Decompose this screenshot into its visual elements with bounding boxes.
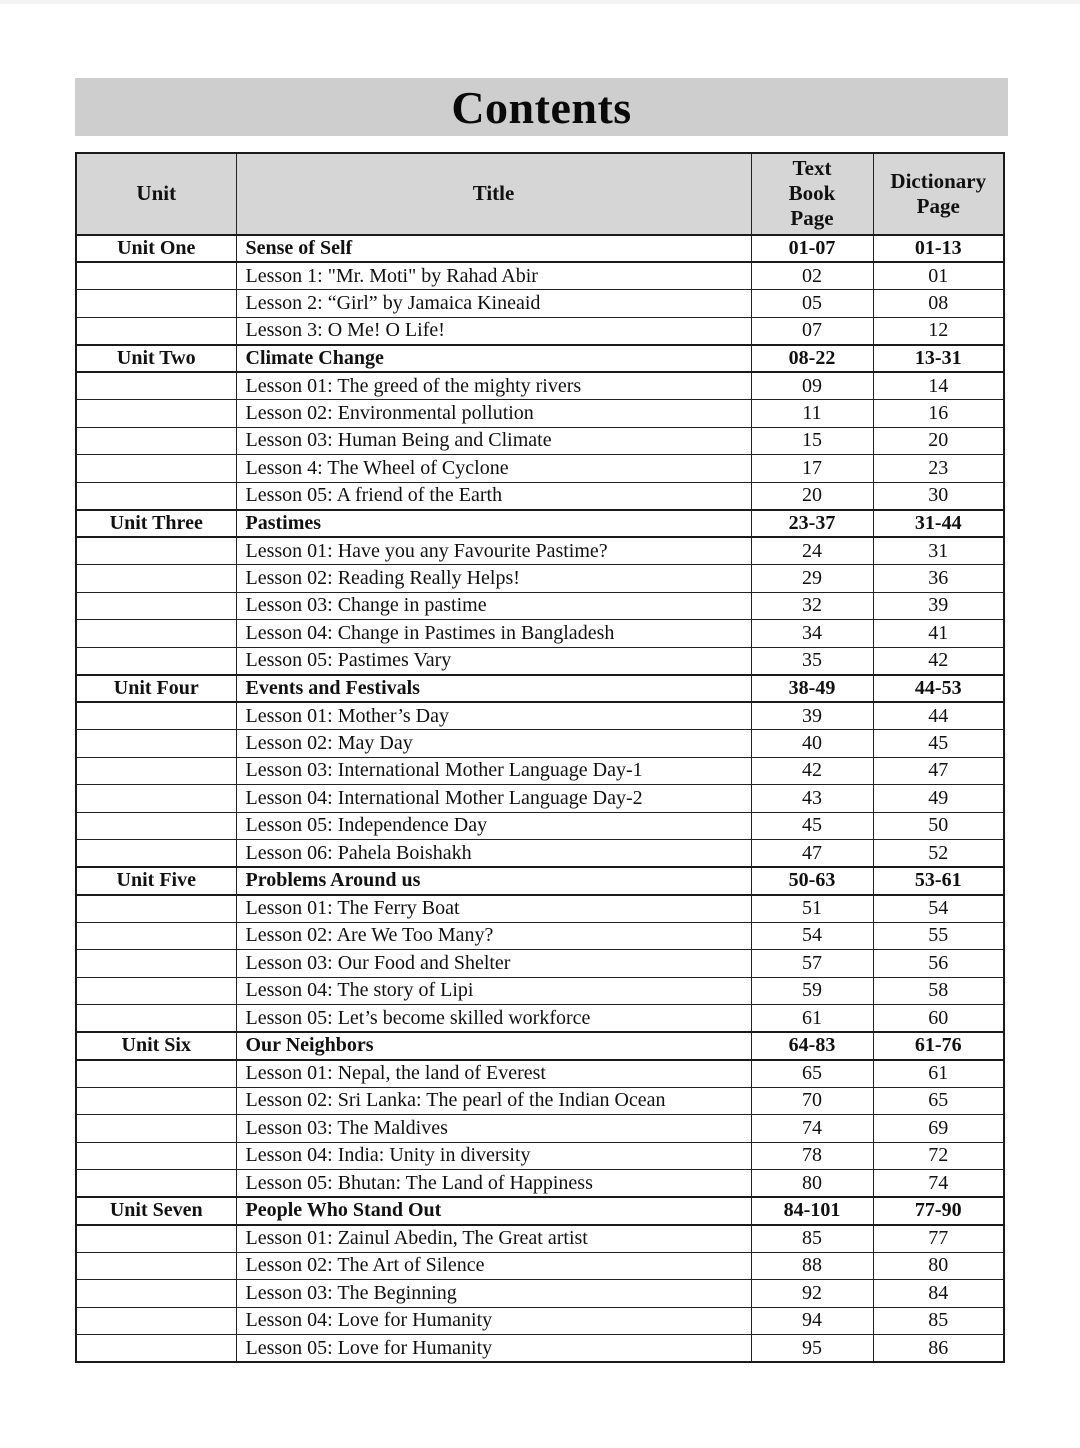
- header-unit: Unit: [76, 153, 236, 235]
- unit-cell: Unit Six: [76, 1032, 236, 1060]
- textbook-page-cell: 88: [751, 1252, 873, 1280]
- table-row: [76, 867, 1004, 895]
- table-row: [76, 290, 1004, 318]
- dictionary-page-cell: 53-61: [873, 867, 1004, 895]
- textbook-page-cell: 42: [751, 757, 873, 785]
- textbook-page-cell: 29: [751, 565, 873, 593]
- table-row: [76, 840, 1004, 868]
- textbook-page-cell: 08-22: [751, 345, 873, 373]
- unit-cell: [76, 290, 236, 318]
- title-cell: Lesson 03: Our Food and Shelter: [236, 950, 751, 978]
- unit-cell: Unit Five: [76, 867, 236, 895]
- title-cell: Lesson 01: Zainul Abedin, The Great artist: [236, 1225, 751, 1253]
- table-row: [76, 1252, 1004, 1280]
- table-row: [76, 702, 1004, 730]
- textbook-page-cell: 84-101: [751, 1197, 873, 1225]
- dictionary-page-cell: 14: [873, 372, 1004, 400]
- unit-cell: [76, 1115, 236, 1143]
- textbook-page-cell: 07: [751, 317, 873, 345]
- title-cell: Lesson 05: Love for Humanity: [236, 1335, 751, 1363]
- textbook-page-cell: 70: [751, 1087, 873, 1115]
- title-cell: Lesson 02: Sri Lanka: The pearl of the Indian Ocean: [236, 1087, 751, 1115]
- textbook-page-cell: 74: [751, 1115, 873, 1143]
- table-row: [76, 455, 1004, 483]
- title-cell: Lesson 03: The Beginning: [236, 1280, 751, 1308]
- textbook-page-cell: 94: [751, 1307, 873, 1335]
- table-row: [76, 812, 1004, 840]
- unit-cell: [76, 317, 236, 345]
- unit-cell: [76, 785, 236, 813]
- unit-cell: [76, 647, 236, 675]
- title-cell: Events and Festivals: [236, 675, 751, 703]
- title-cell: Lesson 01: Nepal, the land of Everest: [236, 1060, 751, 1088]
- dictionary-page-cell: 69: [873, 1115, 1004, 1143]
- dictionary-page-cell: 36: [873, 565, 1004, 593]
- dictionary-page-cell: 30: [873, 482, 1004, 510]
- dictionary-page-cell: 54: [873, 895, 1004, 923]
- table-row: [76, 262, 1004, 290]
- textbook-page-cell: 34: [751, 620, 873, 648]
- title-cell: Climate Change: [236, 345, 751, 373]
- unit-cell: [76, 372, 236, 400]
- textbook-page-cell: 92: [751, 1280, 873, 1308]
- textbook-page-cell: 95: [751, 1335, 873, 1363]
- unit-cell: [76, 537, 236, 565]
- unit-cell: [76, 702, 236, 730]
- table-row: [76, 785, 1004, 813]
- textbook-page-cell: 15: [751, 427, 873, 455]
- unit-cell: [76, 757, 236, 785]
- title-cell: Lesson 3: O Me! O Life!: [236, 317, 751, 345]
- title-cell: Lesson 04: International Mother Language Day-2: [236, 785, 751, 813]
- table-row: [76, 317, 1004, 345]
- table-row: [76, 1115, 1004, 1143]
- table-row: [76, 427, 1004, 455]
- table-row: [76, 895, 1004, 923]
- unit-cell: [76, 1307, 236, 1335]
- table-row: [76, 1142, 1004, 1170]
- table-row: [76, 592, 1004, 620]
- unit-cell: Unit Three: [76, 510, 236, 538]
- textbook-page-cell: 39: [751, 702, 873, 730]
- title-cell: Lesson 05: Bhutan: The Land of Happiness: [236, 1170, 751, 1198]
- title-cell: Lesson 05: A friend of the Earth: [236, 482, 751, 510]
- contents-table: [75, 152, 1005, 1363]
- unit-cell: [76, 1087, 236, 1115]
- header-row: [76, 153, 1004, 235]
- textbook-page-cell: 09: [751, 372, 873, 400]
- unit-cell: [76, 977, 236, 1005]
- textbook-page-cell: 61: [751, 1005, 873, 1033]
- title-cell: Lesson 02: The Art of Silence: [236, 1252, 751, 1280]
- unit-cell: [76, 262, 236, 290]
- title-cell: Lesson 01: The Ferry Boat: [236, 895, 751, 923]
- header-dictionary-page: Dictionary Page: [873, 153, 1004, 235]
- table-row: [76, 1032, 1004, 1060]
- table-row: [76, 1060, 1004, 1088]
- title-cell: Lesson 06: Pahela Boishakh: [236, 840, 751, 868]
- unit-cell: [76, 482, 236, 510]
- title-cell: Lesson 05: Let’s become skilled workforce: [236, 1005, 751, 1033]
- textbook-page-cell: 65: [751, 1060, 873, 1088]
- dictionary-page-cell: 77: [873, 1225, 1004, 1253]
- title-cell: Lesson 03: Change in pastime: [236, 592, 751, 620]
- unit-cell: [76, 565, 236, 593]
- title-cell: Lesson 05: Independence Day: [236, 812, 751, 840]
- unit-cell: [76, 840, 236, 868]
- unit-cell: [76, 1280, 236, 1308]
- unit-cell: [76, 400, 236, 428]
- unit-cell: [76, 922, 236, 950]
- title-cell: Lesson 02: Environmental pollution: [236, 400, 751, 428]
- unit-cell: [76, 1170, 236, 1198]
- table-row: [76, 235, 1004, 263]
- dictionary-page-cell: 31: [873, 537, 1004, 565]
- dictionary-page-cell: 80: [873, 1252, 1004, 1280]
- title-cell: Lesson 1: "Mr. Moti" by Rahad Abir: [236, 262, 751, 290]
- dictionary-page-cell: 84: [873, 1280, 1004, 1308]
- dictionary-page-cell: 72: [873, 1142, 1004, 1170]
- dictionary-page-cell: 41: [873, 620, 1004, 648]
- unit-cell: [76, 950, 236, 978]
- dictionary-page-cell: 39: [873, 592, 1004, 620]
- page-top-stripe: [0, 0, 1080, 4]
- table-row: [76, 1280, 1004, 1308]
- table-row: [76, 345, 1004, 373]
- table-row: [76, 537, 1004, 565]
- table-row: [76, 510, 1004, 538]
- title-cell: Lesson 04: India: Unity in diversity: [236, 1142, 751, 1170]
- dictionary-page-cell: 61: [873, 1060, 1004, 1088]
- unit-cell: Unit Four: [76, 675, 236, 703]
- table-row: [76, 372, 1004, 400]
- textbook-page-cell: 24: [751, 537, 873, 565]
- unit-cell: Unit Two: [76, 345, 236, 373]
- unit-cell: Unit Seven: [76, 1197, 236, 1225]
- textbook-page-cell: 43: [751, 785, 873, 813]
- textbook-page-cell: 32: [751, 592, 873, 620]
- title-cell: Lesson 04: The story of Lipi: [236, 977, 751, 1005]
- table-header: [76, 153, 1004, 235]
- title-cell: Lesson 2: “Girl” by Jamaica Kineaid: [236, 290, 751, 318]
- textbook-page-cell: 57: [751, 950, 873, 978]
- table-row: [76, 1335, 1004, 1363]
- table-row: [76, 1197, 1004, 1225]
- title-cell: Problems Around us: [236, 867, 751, 895]
- title-cell: Lesson 04: Love for Humanity: [236, 1307, 751, 1335]
- unit-cell: [76, 895, 236, 923]
- dictionary-page-cell: 44-53: [873, 675, 1004, 703]
- page-title: Contents: [451, 81, 632, 133]
- dictionary-page-cell: 16: [873, 400, 1004, 428]
- dictionary-page-cell: 58: [873, 977, 1004, 1005]
- textbook-page-cell: 40: [751, 730, 873, 758]
- dictionary-page-cell: 44: [873, 702, 1004, 730]
- unit-cell: [76, 1225, 236, 1253]
- header-title: Title: [236, 153, 751, 235]
- dictionary-page-cell: 65: [873, 1087, 1004, 1115]
- dictionary-page-cell: 12: [873, 317, 1004, 345]
- dictionary-page-cell: 50: [873, 812, 1004, 840]
- textbook-page-cell: 51: [751, 895, 873, 923]
- header-textbook-page: Text Book Page: [751, 153, 873, 235]
- textbook-page-cell: 17: [751, 455, 873, 483]
- title-cell: Lesson 01: The greed of the mighty rivers: [236, 372, 751, 400]
- title-cell: Lesson 01: Have you any Favourite Pastime?: [236, 537, 751, 565]
- unit-cell: [76, 427, 236, 455]
- title-cell: Lesson 02: Reading Really Helps!: [236, 565, 751, 593]
- dictionary-page-cell: 01-13: [873, 235, 1004, 263]
- textbook-page-cell: 02: [751, 262, 873, 290]
- unit-cell: [76, 1335, 236, 1363]
- dictionary-page-cell: 23: [873, 455, 1004, 483]
- textbook-page-cell: 64-83: [751, 1032, 873, 1060]
- textbook-page-cell: 20: [751, 482, 873, 510]
- table-row: [76, 1225, 1004, 1253]
- dictionary-page-cell: 77-90: [873, 1197, 1004, 1225]
- unit-cell: [76, 455, 236, 483]
- dictionary-page-cell: 60: [873, 1005, 1004, 1033]
- title-cell: Pastimes: [236, 510, 751, 538]
- dictionary-page-cell: 20: [873, 427, 1004, 455]
- table-row: [76, 647, 1004, 675]
- table-row: [76, 482, 1004, 510]
- unit-cell: [76, 1005, 236, 1033]
- textbook-page-cell: 54: [751, 922, 873, 950]
- dictionary-page-cell: 61-76: [873, 1032, 1004, 1060]
- dictionary-page-cell: 42: [873, 647, 1004, 675]
- textbook-page-cell: 47: [751, 840, 873, 868]
- dictionary-page-cell: 55: [873, 922, 1004, 950]
- unit-cell: [76, 1060, 236, 1088]
- unit-cell: Unit One: [76, 235, 236, 263]
- table-row: [76, 757, 1004, 785]
- unit-cell: [76, 730, 236, 758]
- unit-cell: [76, 620, 236, 648]
- dictionary-page-cell: 86: [873, 1335, 1004, 1363]
- title-cell: Lesson 05: Pastimes Vary: [236, 647, 751, 675]
- table-row: [76, 1005, 1004, 1033]
- title-cell: Lesson 03: Human Being and Climate: [236, 427, 751, 455]
- table-row: [76, 565, 1004, 593]
- table-row: [76, 675, 1004, 703]
- unit-cell: [76, 1142, 236, 1170]
- textbook-page-cell: 78: [751, 1142, 873, 1170]
- unit-cell: [76, 812, 236, 840]
- title-cell: People Who Stand Out: [236, 1197, 751, 1225]
- title-cell: Lesson 4: The Wheel of Cyclone: [236, 455, 751, 483]
- dictionary-page-cell: 47: [873, 757, 1004, 785]
- textbook-page-cell: 23-37: [751, 510, 873, 538]
- dictionary-page-cell: 74: [873, 1170, 1004, 1198]
- table-body: [76, 235, 1004, 1363]
- dictionary-page-cell: 49: [873, 785, 1004, 813]
- textbook-page-cell: 35: [751, 647, 873, 675]
- textbook-page-cell: 59: [751, 977, 873, 1005]
- table-row: [76, 620, 1004, 648]
- table-row: [76, 730, 1004, 758]
- title-cell: Lesson 02: May Day: [236, 730, 751, 758]
- dictionary-page-cell: 45: [873, 730, 1004, 758]
- table-row: [76, 1087, 1004, 1115]
- title-cell: Lesson 03: International Mother Language Day-1: [236, 757, 751, 785]
- table-row: [76, 1307, 1004, 1335]
- contents-banner: [75, 78, 1008, 136]
- dictionary-page-cell: 52: [873, 840, 1004, 868]
- dictionary-page-cell: 08: [873, 290, 1004, 318]
- dictionary-page-cell: 01: [873, 262, 1004, 290]
- textbook-page-cell: 38-49: [751, 675, 873, 703]
- dictionary-page-cell: 31-44: [873, 510, 1004, 538]
- table-row: [76, 922, 1004, 950]
- textbook-page-cell: 80: [751, 1170, 873, 1198]
- table-row: [76, 977, 1004, 1005]
- textbook-page-cell: 05: [751, 290, 873, 318]
- textbook-page-cell: 50-63: [751, 867, 873, 895]
- unit-cell: [76, 592, 236, 620]
- textbook-page-cell: 01-07: [751, 235, 873, 263]
- textbook-page-cell: 85: [751, 1225, 873, 1253]
- textbook-page-cell: 11: [751, 400, 873, 428]
- title-cell: Our Neighbors: [236, 1032, 751, 1060]
- dictionary-page-cell: 85: [873, 1307, 1004, 1335]
- title-cell: Lesson 01: Mother’s Day: [236, 702, 751, 730]
- table-row: [76, 1170, 1004, 1198]
- dictionary-page-cell: 56: [873, 950, 1004, 978]
- title-cell: Sense of Self: [236, 235, 751, 263]
- unit-cell: [76, 1252, 236, 1280]
- table-row: [76, 950, 1004, 978]
- textbook-page-cell: 45: [751, 812, 873, 840]
- title-cell: Lesson 04: Change in Pastimes in Bangladesh: [236, 620, 751, 648]
- dictionary-page-cell: 13-31: [873, 345, 1004, 373]
- table-row: [76, 400, 1004, 428]
- title-cell: Lesson 02: Are We Too Many?: [236, 922, 751, 950]
- title-cell: Lesson 03: The Maldives: [236, 1115, 751, 1143]
